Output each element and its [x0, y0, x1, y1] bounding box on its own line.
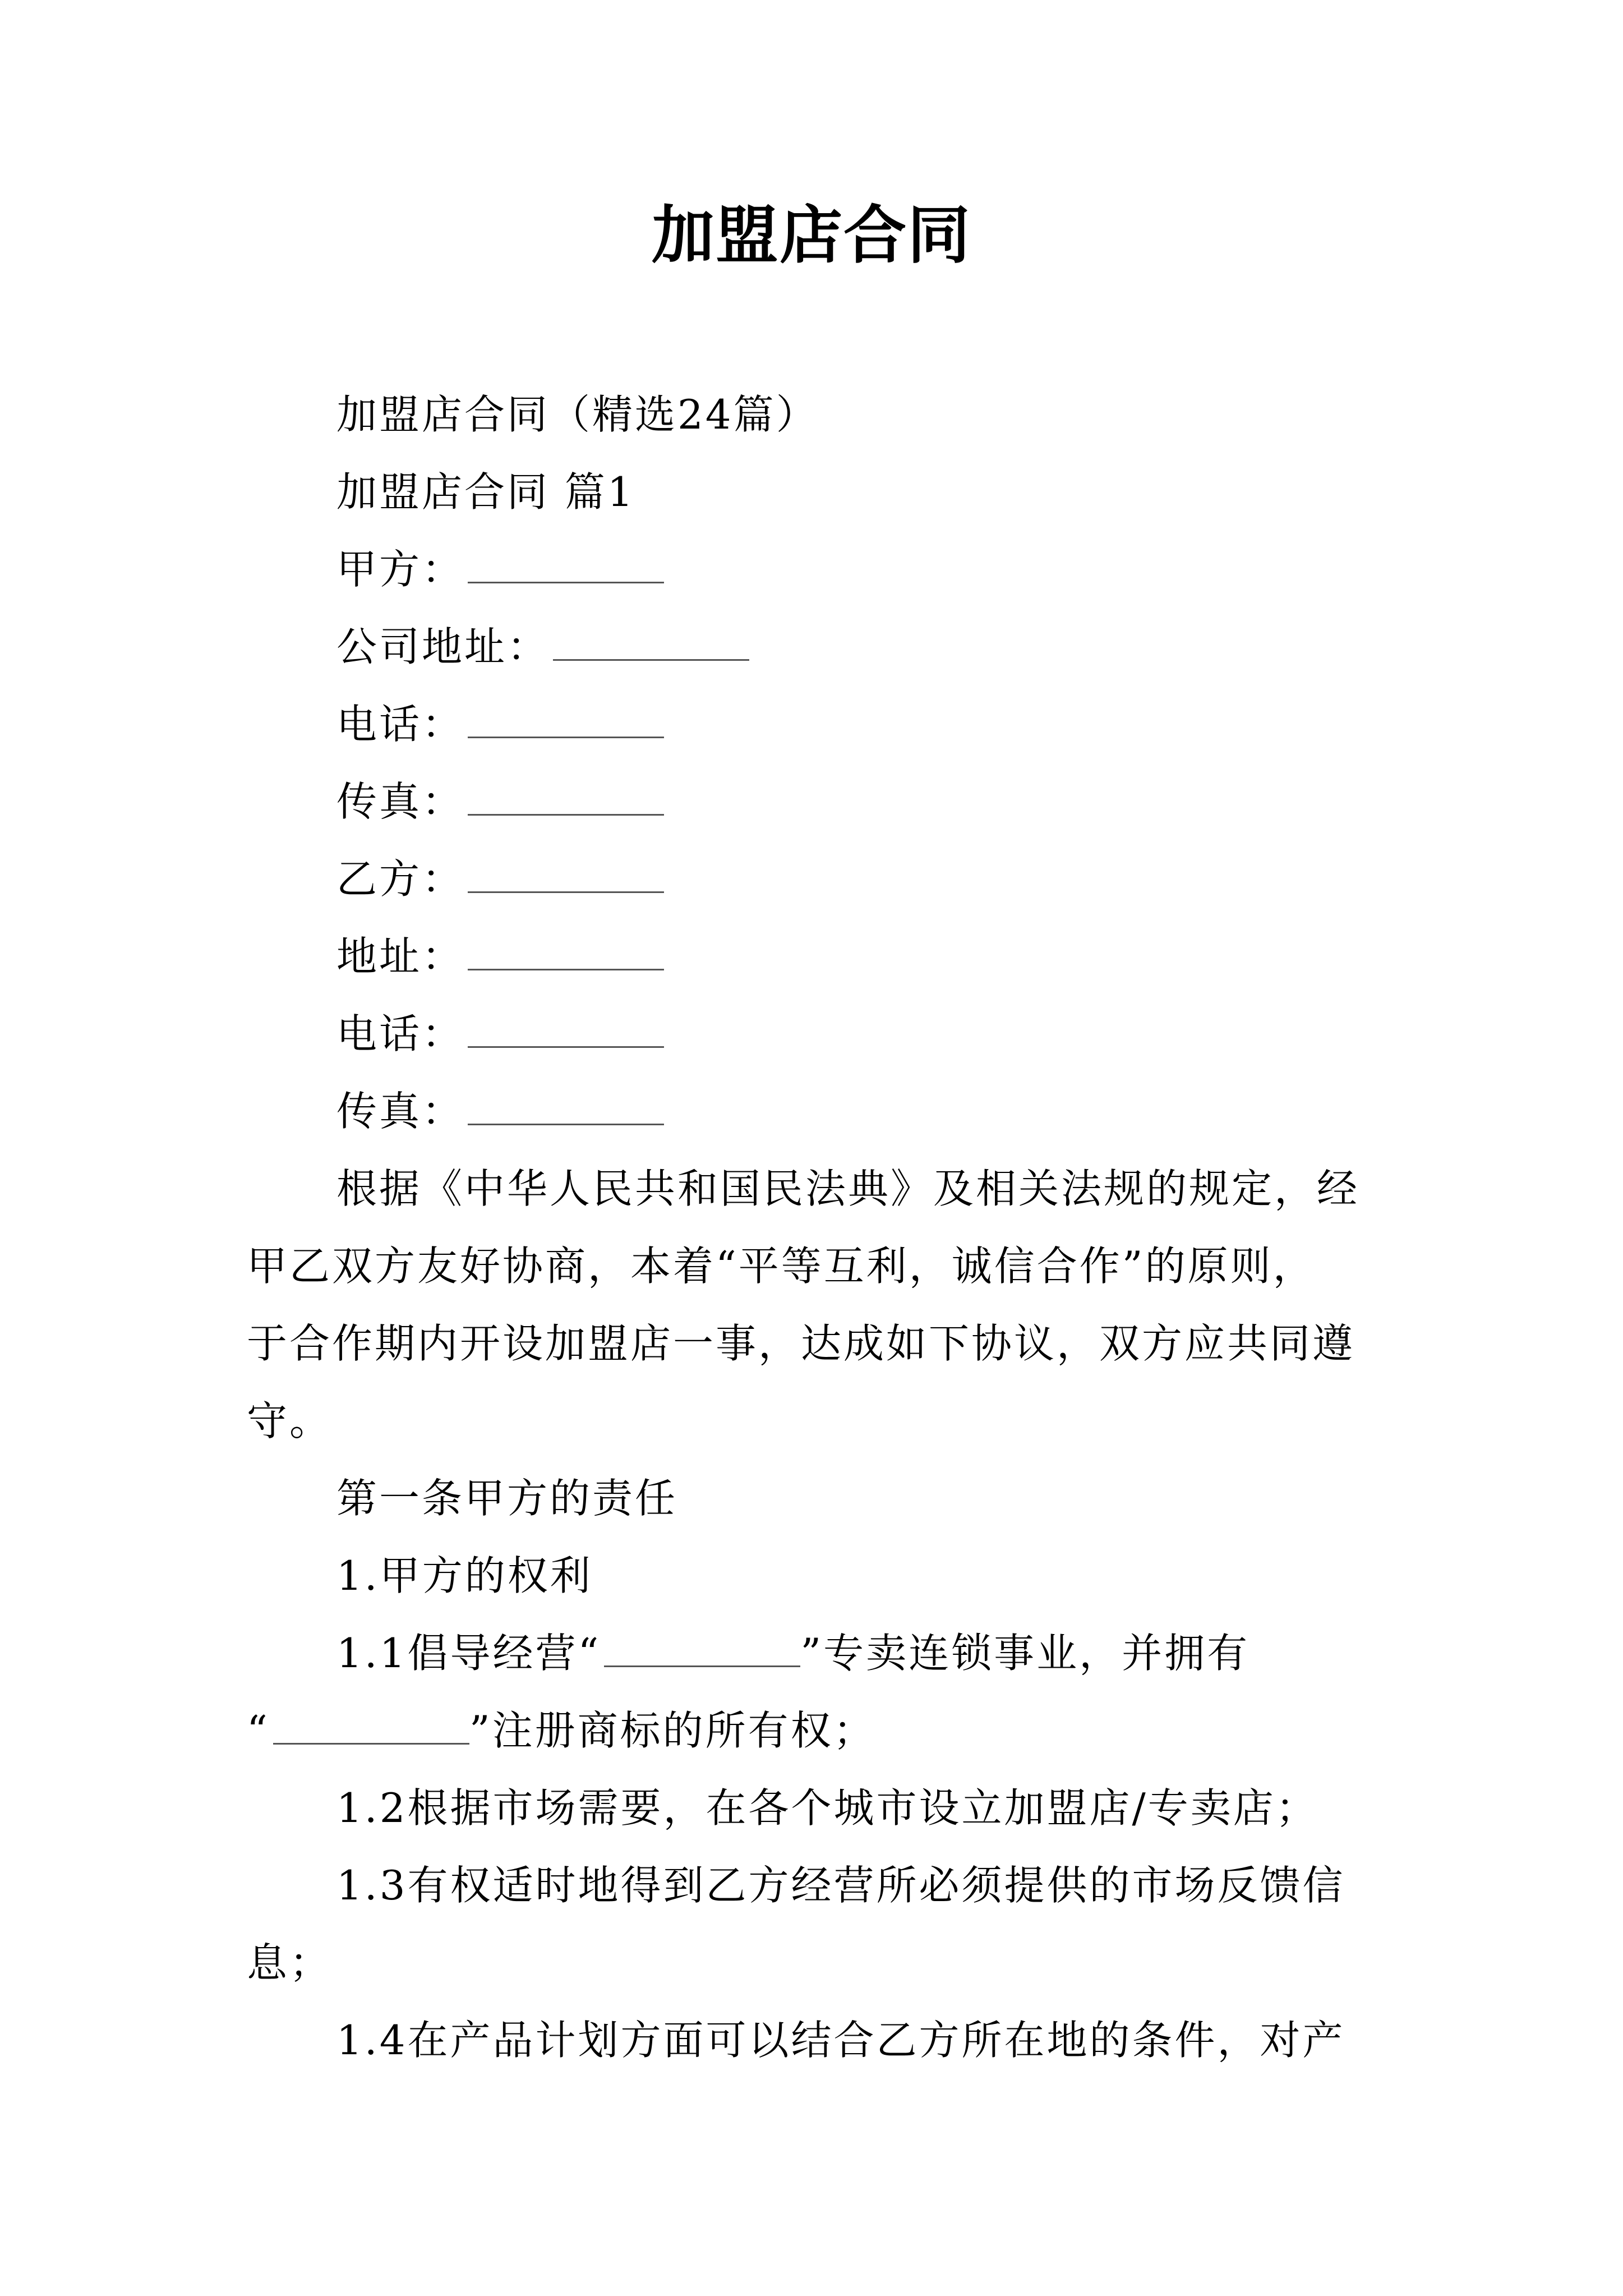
company-address-label: 公司地址：: [336, 623, 550, 670]
party-a-blank: [468, 542, 664, 583]
chapter-line: [336, 453, 635, 531]
item-1-1-text-d: ”注册商标的所有权；: [469, 1707, 876, 1754]
phone-b-label: 电话：: [336, 1010, 465, 1057]
item-1-1-blank-2: [273, 1704, 469, 1745]
preamble-text-4: 守。: [247, 1397, 333, 1444]
item-1-2-text: 1.2根据市场需要，在各个城市设立加盟店/专卖店；: [336, 1784, 1318, 1832]
item-1-1-blank-1: [604, 1626, 800, 1667]
item-1-1-text-c: “: [247, 1707, 270, 1754]
address-b-line: [336, 918, 664, 995]
company-address-blank: [553, 620, 749, 661]
fax-b-blank: [468, 1084, 664, 1125]
preamble-line-1: [336, 1150, 1359, 1227]
phone-b-blank: [468, 1007, 664, 1048]
fax-b-line: [336, 1073, 664, 1150]
section-1-line: [336, 1537, 593, 1614]
preamble-text-1: 根据《中华人民共和国民法典》及相关法规的规定，经: [336, 1165, 1360, 1212]
item-1-3-text-b: 息；: [247, 1939, 333, 1986]
fax-a-blank: [468, 775, 664, 816]
item-1-2-line: [336, 1769, 1318, 1847]
item-1-3-line-2: [247, 1924, 332, 2001]
item-1-1-text-a: 1.1倡导经营“: [336, 1630, 601, 1677]
document-title: 加盟店合同: [652, 199, 971, 272]
item-1-3-line-1: [336, 1847, 1345, 1924]
fax-a-line: [336, 763, 664, 840]
party-a-label: 甲方：: [336, 546, 465, 593]
item-1-1-line-1: [336, 1614, 1249, 1692]
preamble-line-4: [247, 1382, 332, 1460]
phone-a-blank: [468, 697, 664, 738]
preamble-line-2: [247, 1227, 1316, 1305]
fax-a-label: 传真：: [336, 778, 465, 825]
subtitle-line: [336, 376, 819, 453]
section-1-heading: 1.甲方的权利: [336, 1552, 593, 1599]
party-b-line: [336, 840, 664, 918]
article-1-line: [336, 1460, 677, 1537]
preamble-text-2: 甲乙双方友好协商，本着“平等互利，诚信合作”的原则，: [247, 1243, 1316, 1290]
party-b-blank: [468, 852, 664, 893]
party-a-line: [336, 531, 664, 608]
company-address-line: [336, 608, 749, 685]
item-1-4-line: [336, 2001, 1345, 2079]
phone-a-line: [336, 685, 664, 763]
preamble-text-3: 于合作期内开设加盟店一事，达成如下协议，双方应共同遵: [247, 1320, 1355, 1367]
item-1-4-text: 1.4在产品计划方面可以结合乙方所在地的条件，对产: [336, 2017, 1345, 2064]
address-b-label: 地址：: [336, 933, 465, 980]
party-b-label: 乙方：: [336, 855, 465, 903]
subtitle: 加盟店合同（精选24篇）: [336, 391, 819, 438]
phone-a-label: 电话：: [336, 701, 465, 748]
chapter-heading: 加盟店合同 篇1: [336, 468, 635, 516]
item-1-3-text-a: 1.3有权适时地得到乙方经营所必须提供的市场反馈信: [336, 1862, 1345, 1909]
item-1-1-line-2: [247, 1692, 876, 1769]
item-1-1-text-b: ”专卖连锁事业，并拥有: [800, 1630, 1250, 1677]
address-b-blank: [468, 930, 664, 970]
article-1-heading: 第一条甲方的责任: [336, 1475, 678, 1522]
phone-b-line: [336, 995, 664, 1073]
preamble-line-3: [247, 1305, 1355, 1382]
fax-b-label: 传真：: [336, 1088, 465, 1135]
